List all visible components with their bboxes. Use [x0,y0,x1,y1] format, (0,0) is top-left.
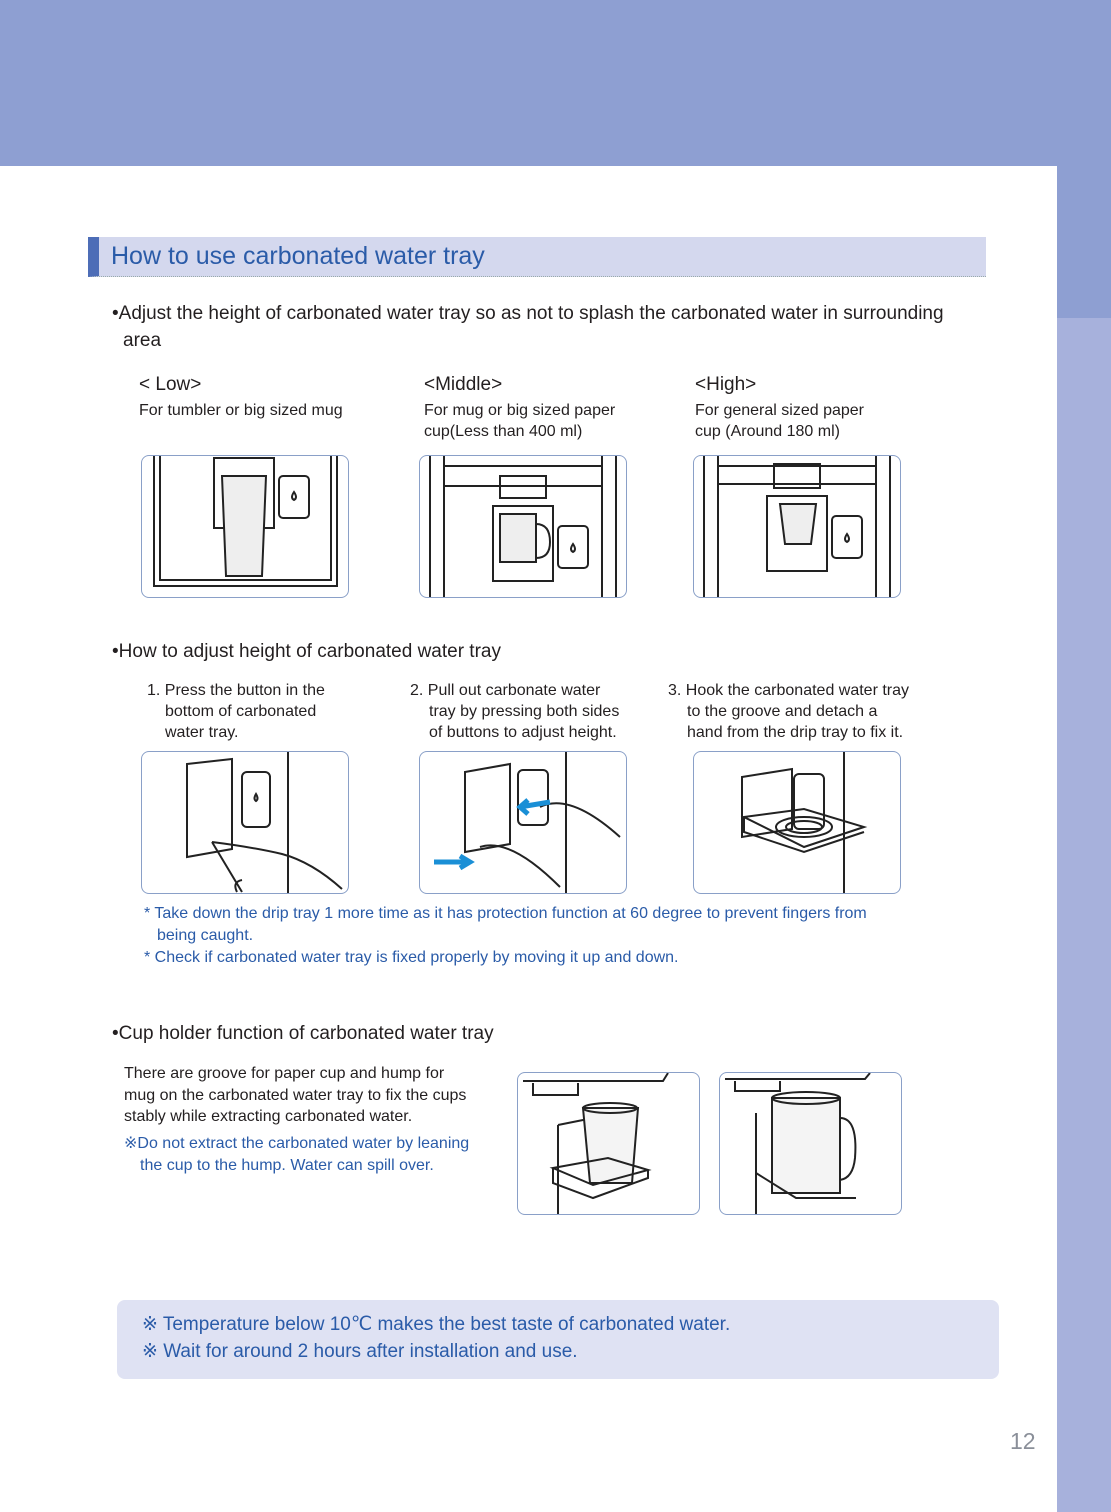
step1-line3: water tray. [165,724,239,741]
tip-wait: ※ Wait for around 2 hours after installation and use. [142,1341,578,1362]
step3-line3: hand from the drip tray to fix it. [687,724,904,741]
tips-box [117,1300,999,1379]
step2-illustration [419,751,627,894]
side-band [1057,166,1111,318]
cupholder-heading [112,1020,494,1047]
intro-line1: Adjust the height of carbonated water tray so as not to splash the carbonated water in surrounding [118,303,944,324]
bullet: • [112,1023,119,1044]
step3-line1: 3. Hook the carbonated water tray [668,682,910,699]
high-illustration [693,455,901,598]
cupholder-p3: stably while extracting carbonated water. [124,1108,413,1125]
tip-temperature: ※ Temperature below 10℃ makes the best taste of carbonated water. [142,1314,731,1335]
intro-text [112,300,944,327]
section-title-bar [88,237,986,277]
adjust-heading-text: How to adjust height of carbonated water tray [118,641,501,662]
note-drip-tray: * Take down the drip tray 1 more time as it has protection function at 60 degree to prevent fingers from [144,905,867,922]
cupholder-p1: There are groove for paper cup and hump for [124,1065,445,1082]
page-number: 12 [1010,1428,1036,1454]
paper-cup-illustration [517,1072,700,1215]
step1-line1: 1. Press the button in the [147,682,325,699]
note-drip-tray-cont: being caught. [157,927,254,944]
high-label: <High> [695,374,757,395]
low-illustration [141,455,349,598]
bullet: • [112,303,119,324]
cupholder-heading-text: Cup holder function of carbonated water tray [118,1023,494,1044]
step1-line2: bottom of carbonated [165,703,317,720]
cupholder-warning2: the cup to the hump. Water can spill over. [140,1157,434,1174]
low-desc: For tumbler or big sized mug [139,402,343,419]
note-check-fixed: * Check if carbonated water tray is fixed properly by moving it up and down. [144,949,679,966]
side-band-lower [1057,318,1111,1512]
high-desc1: For general sized paper [695,402,864,419]
cupholder-p2: mug on the carbonated water tray to fix the cups [124,1087,467,1104]
page-title: How to use carbonated water tray [111,242,485,270]
adjust-heading [112,638,501,665]
step2-line3: of buttons to adjust height. [429,724,617,741]
step1-illustration [141,751,349,894]
high-desc2: cup (Around 180 ml) [695,423,840,440]
middle-desc1: For mug or big sized paper [424,402,616,419]
step3-line2: to the groove and detach a [687,703,878,720]
step2-line2: tray by pressing both sides [429,703,620,720]
mug-illustration [719,1072,902,1215]
middle-desc2: cup(Less than 400 ml) [424,423,583,440]
cupholder-warning1: ※Do not extract the carbonated water by leaning [124,1135,470,1152]
top-band [0,0,1111,166]
middle-label: <Middle> [424,374,503,395]
step2-line1: 2. Pull out carbonate water [410,682,601,699]
step3-illustration [693,751,901,894]
intro-line2: area [123,330,162,351]
bullet: • [112,641,119,662]
low-label: < Low> [139,374,202,395]
middle-illustration [419,455,627,598]
